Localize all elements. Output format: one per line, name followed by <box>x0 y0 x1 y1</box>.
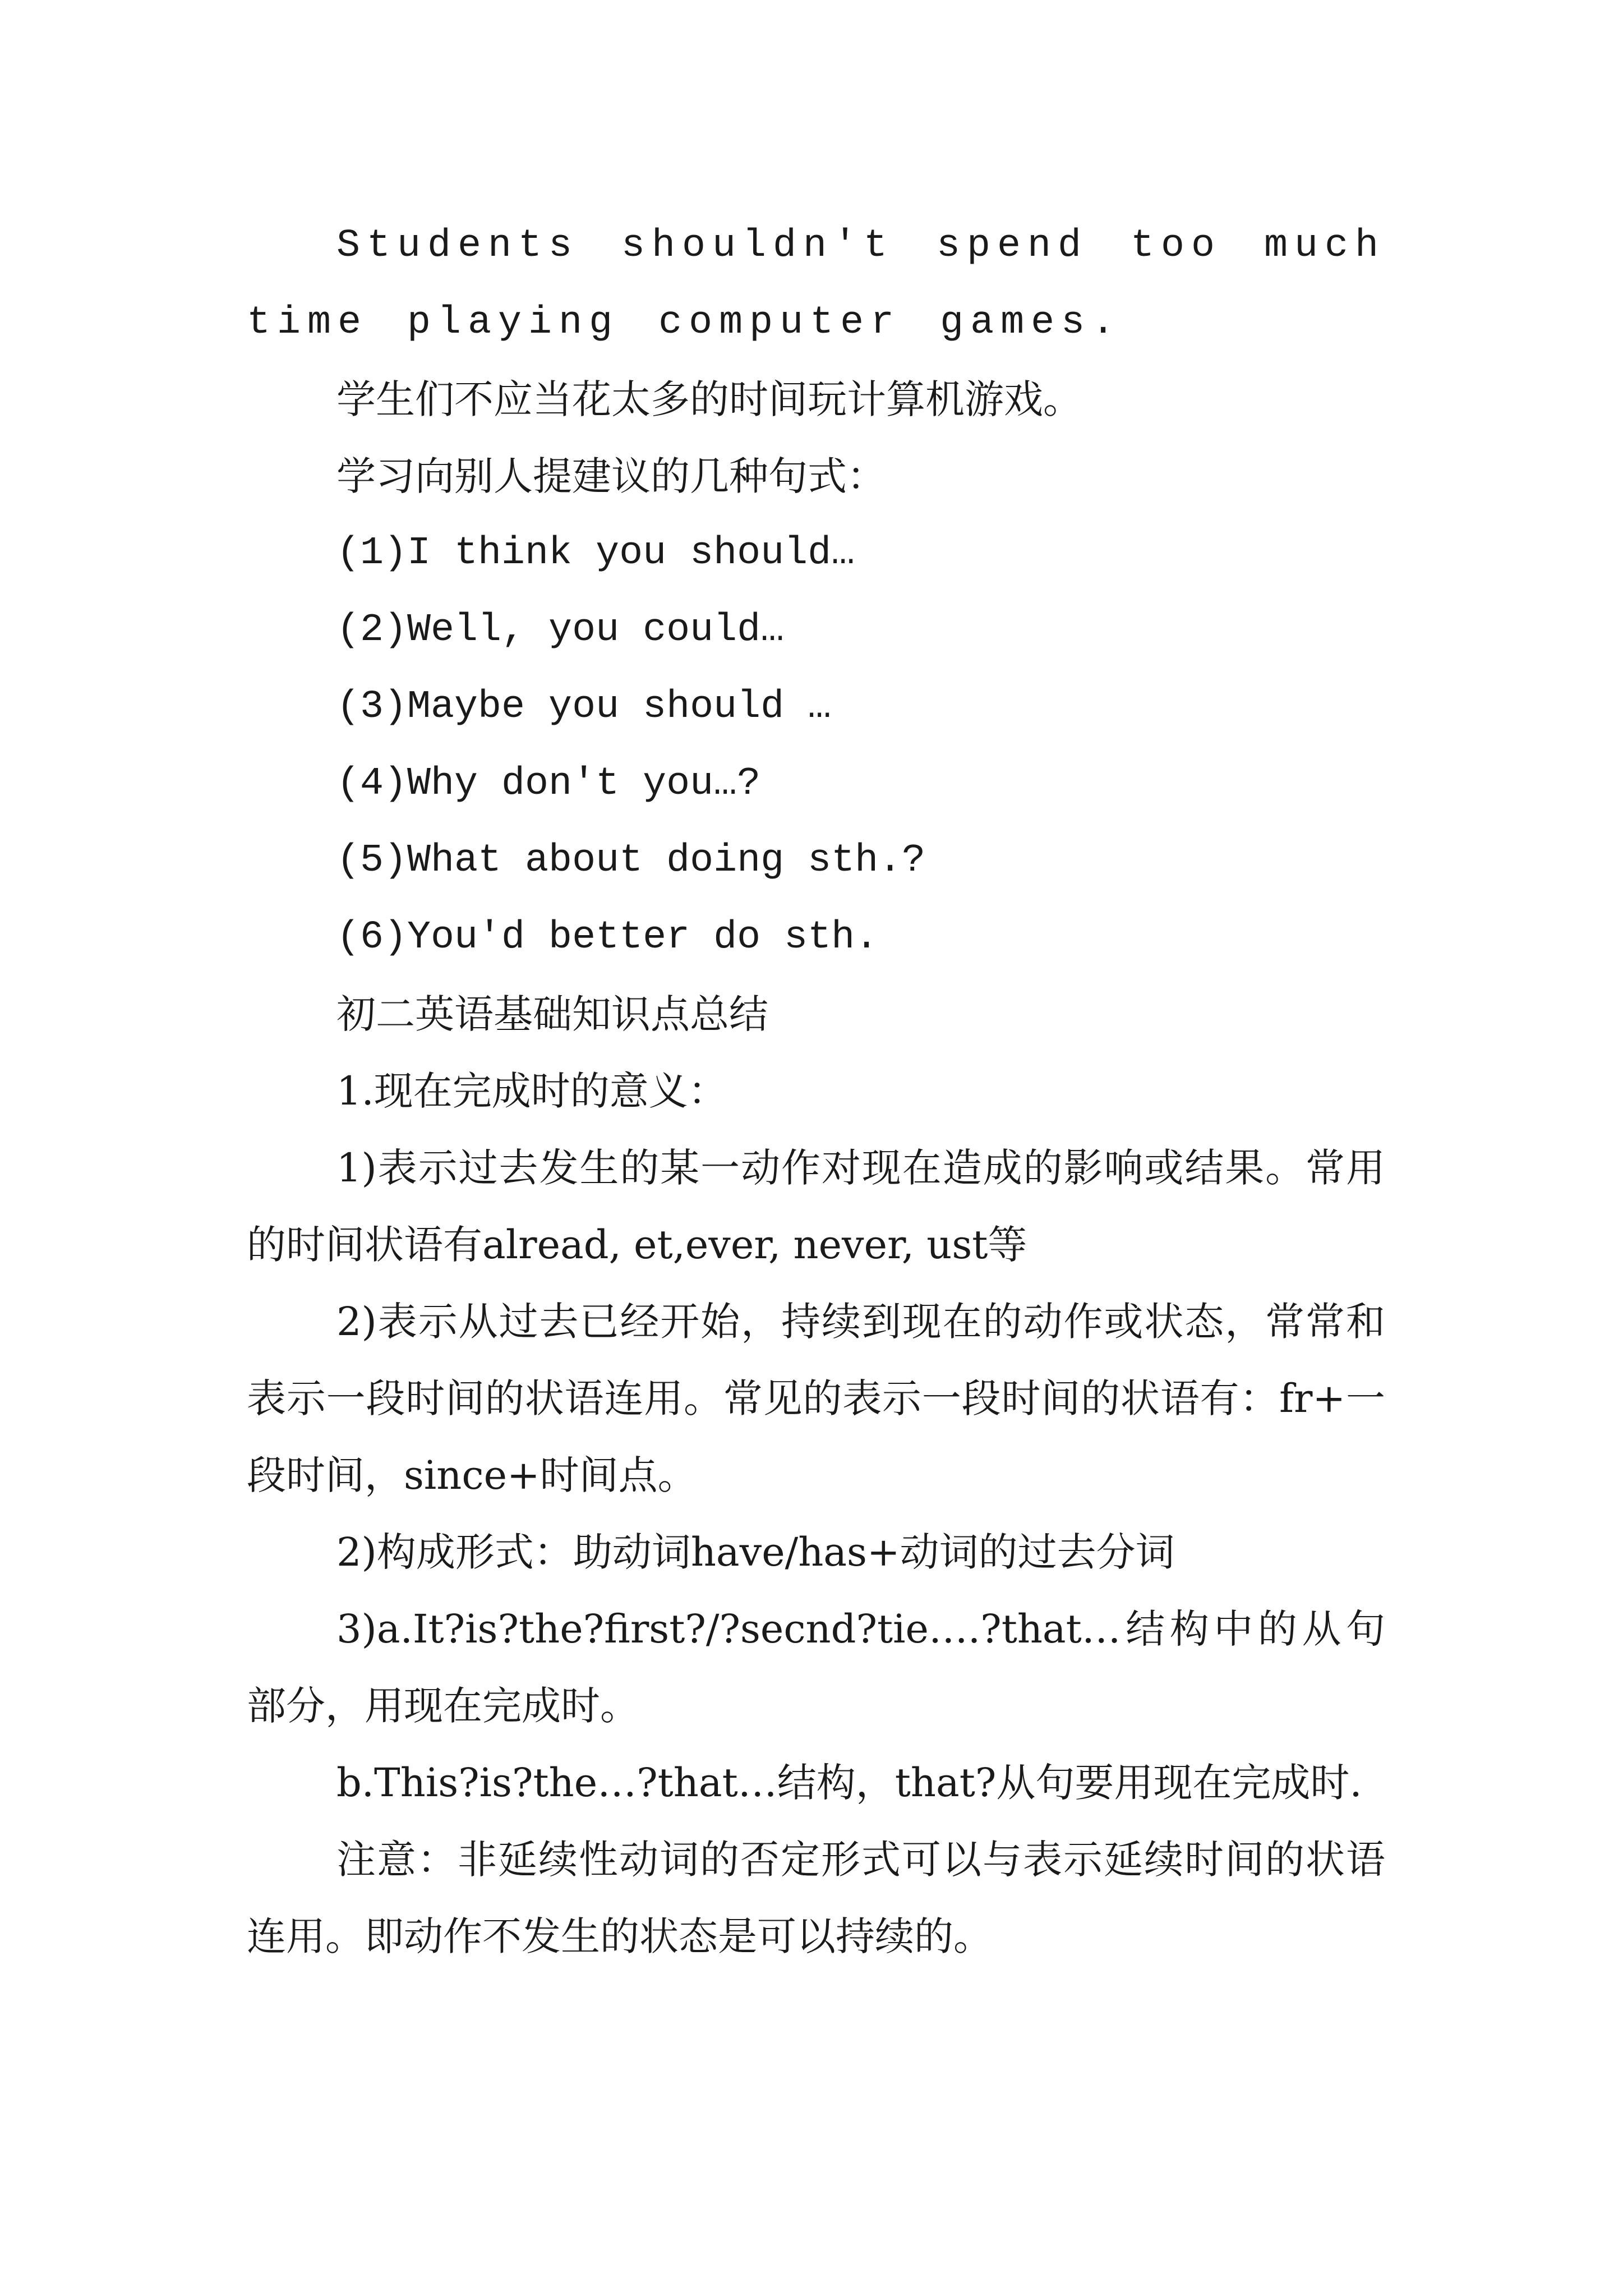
paragraph-point-1: 1)表示过去发生的某一动作对现在造成的影响或结果。常用的时间状语有alread, et,ever, never, ust等 <box>247 1145 1385 1268</box>
document-body <box>247 208 1385 1975</box>
paragraph-present-perfect-meaning: 1.现在完成时的意义： <box>336 1068 727 1114</box>
list-item: (3)Maybe you should … <box>336 685 832 729</box>
paragraph-note: 注意：非延续性动词的否定形式可以与表示延续时间的状语连用。即动作不发生的状态是可以持续的。 <box>247 1837 1385 1959</box>
list-item: (6)You'd better do sth. <box>336 915 879 960</box>
list-item: (4)Why don't you…? <box>336 762 761 806</box>
paragraph-point-3a: 3)a.It?is?the?first?/?secnd?tie….?that…结构中的从句部分，用现在完成时。 <box>247 1606 1385 1729</box>
paragraph-point-2: 2)表示从过去已经开始，持续到现在的动作或状态，常常和表示一段时间的状语连用。常见的表示一段时间的状语有：fr+一段时间，since+时间点。 <box>247 1299 1385 1498</box>
list-item: (5)What about doing sth.? <box>336 839 926 883</box>
paragraph-english-sentence: Students shouldn't spend too much time playing computer games. <box>247 224 1385 345</box>
paragraph-chinese-translation: 学生们不应当花太多的时间玩计算机游戏。 <box>336 376 1082 422</box>
section-title: 初二英语基础知识点总结 <box>336 991 768 1037</box>
list-item: (2)Well, you could… <box>336 608 785 652</box>
paragraph-point-3b: b.This?is?the…?that…结构，that?从句要用现在完成时. <box>336 1760 1362 1806</box>
paragraph-structure: 2)构成形式：助动词have/has+动词的过去分词 <box>336 1529 1175 1575</box>
paragraph-suggestion-heading: 学习向别人提建议的几种句式： <box>336 453 886 499</box>
list-item: (1)I think you should… <box>336 531 855 576</box>
